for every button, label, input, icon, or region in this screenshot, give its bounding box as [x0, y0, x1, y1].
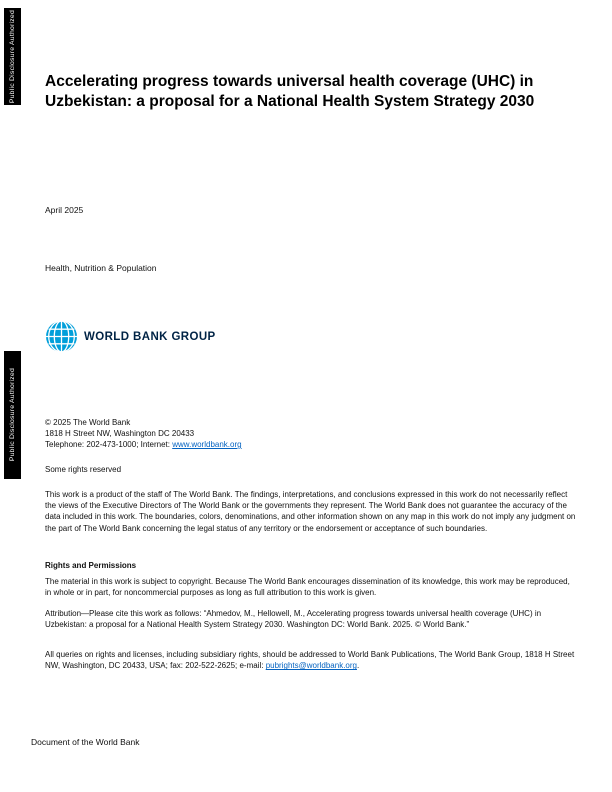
- attribution-paragraph: Attribution—Please cite this work as follows: “Ahmedov, M., Hellowell, M., Accelerating progress towards universal health coverage (UHC) in Uzbekistan: a proposal for a National Health System Strategy 2030. Washington DC: World Bank. 2025. © World Bank.”: [45, 609, 542, 630]
- queries-paragraph: [45, 649, 577, 671]
- world-bank-globe-icon: [45, 320, 78, 353]
- worldbank-website-link[interactable]: www.worldbank.org: [172, 440, 242, 449]
- rights-permissions-heading: Rights and Permissions: [45, 561, 137, 570]
- document-title: Accelerating progress towards universal health coverage (UHC) in Uzbekistan: a proposal for a National Health System Strategy 2030: [45, 73, 535, 110]
- queries-text: All queries on rights and licenses, including subsidiary rights, should be addressed to World Bank Publications, The World Bank Group, 1818 H Street NW, Washington, DC 20433, USA; fax: 202-522-2625; e-mail:: [45, 650, 575, 671]
- queries-period: .: [356, 661, 360, 671]
- public-disclosure-stamp-middle: [4, 351, 21, 479]
- publisher-block: [45, 417, 242, 450]
- public-disclosure-stamp-top: [4, 8, 21, 105]
- rights-paragraph: The material in this work is subject to copyright. Because The World Bank encourages dissemination of its knowledge, this work may be reproduced, in whole or in part, for noncommercial purposes as long as full attribution to this work is given.: [45, 577, 570, 598]
- disclaimer-paragraph: This work is a product of the staff of The World Bank. The findings, interpretations, and conclusions expressed in this work do not necessarily reflect the views of the Executive Directors of The World Bank or the governments they represent. The World Bank does not guarantee the accuracy of the data included in this work. The boundaries, colors, denominations, and other information shown on any map in this work do not imply any judgment on the part of The World Bank concerning the legal status of any territory or the endorsement or acceptance of such boundaries.: [45, 490, 576, 533]
- contact-line: [45, 439, 242, 450]
- document-footer: Document of the World Bank: [31, 737, 140, 747]
- copyright-line: © 2025 The World Bank: [45, 418, 131, 427]
- document-department: Health, Nutrition & Population: [45, 263, 157, 273]
- pubrights-email-link[interactable]: pubrights@worldbank.org: [265, 661, 357, 671]
- document-date: April 2025: [45, 205, 84, 215]
- public-disclosure-label: Public Disclosure Authorized: [9, 368, 16, 462]
- public-disclosure-label: Public Disclosure Authorized: [9, 9, 16, 104]
- world-bank-group-logo: [45, 320, 216, 353]
- world-bank-logo-text: WORLD BANK GROUP: [84, 330, 216, 343]
- rights-reserved-note: Some rights reserved: [45, 465, 122, 474]
- contact-text: Telephone: 202-473-1000; Internet:: [45, 440, 173, 449]
- address-line: 1818 H Street NW, Washington DC 20433: [45, 429, 195, 438]
